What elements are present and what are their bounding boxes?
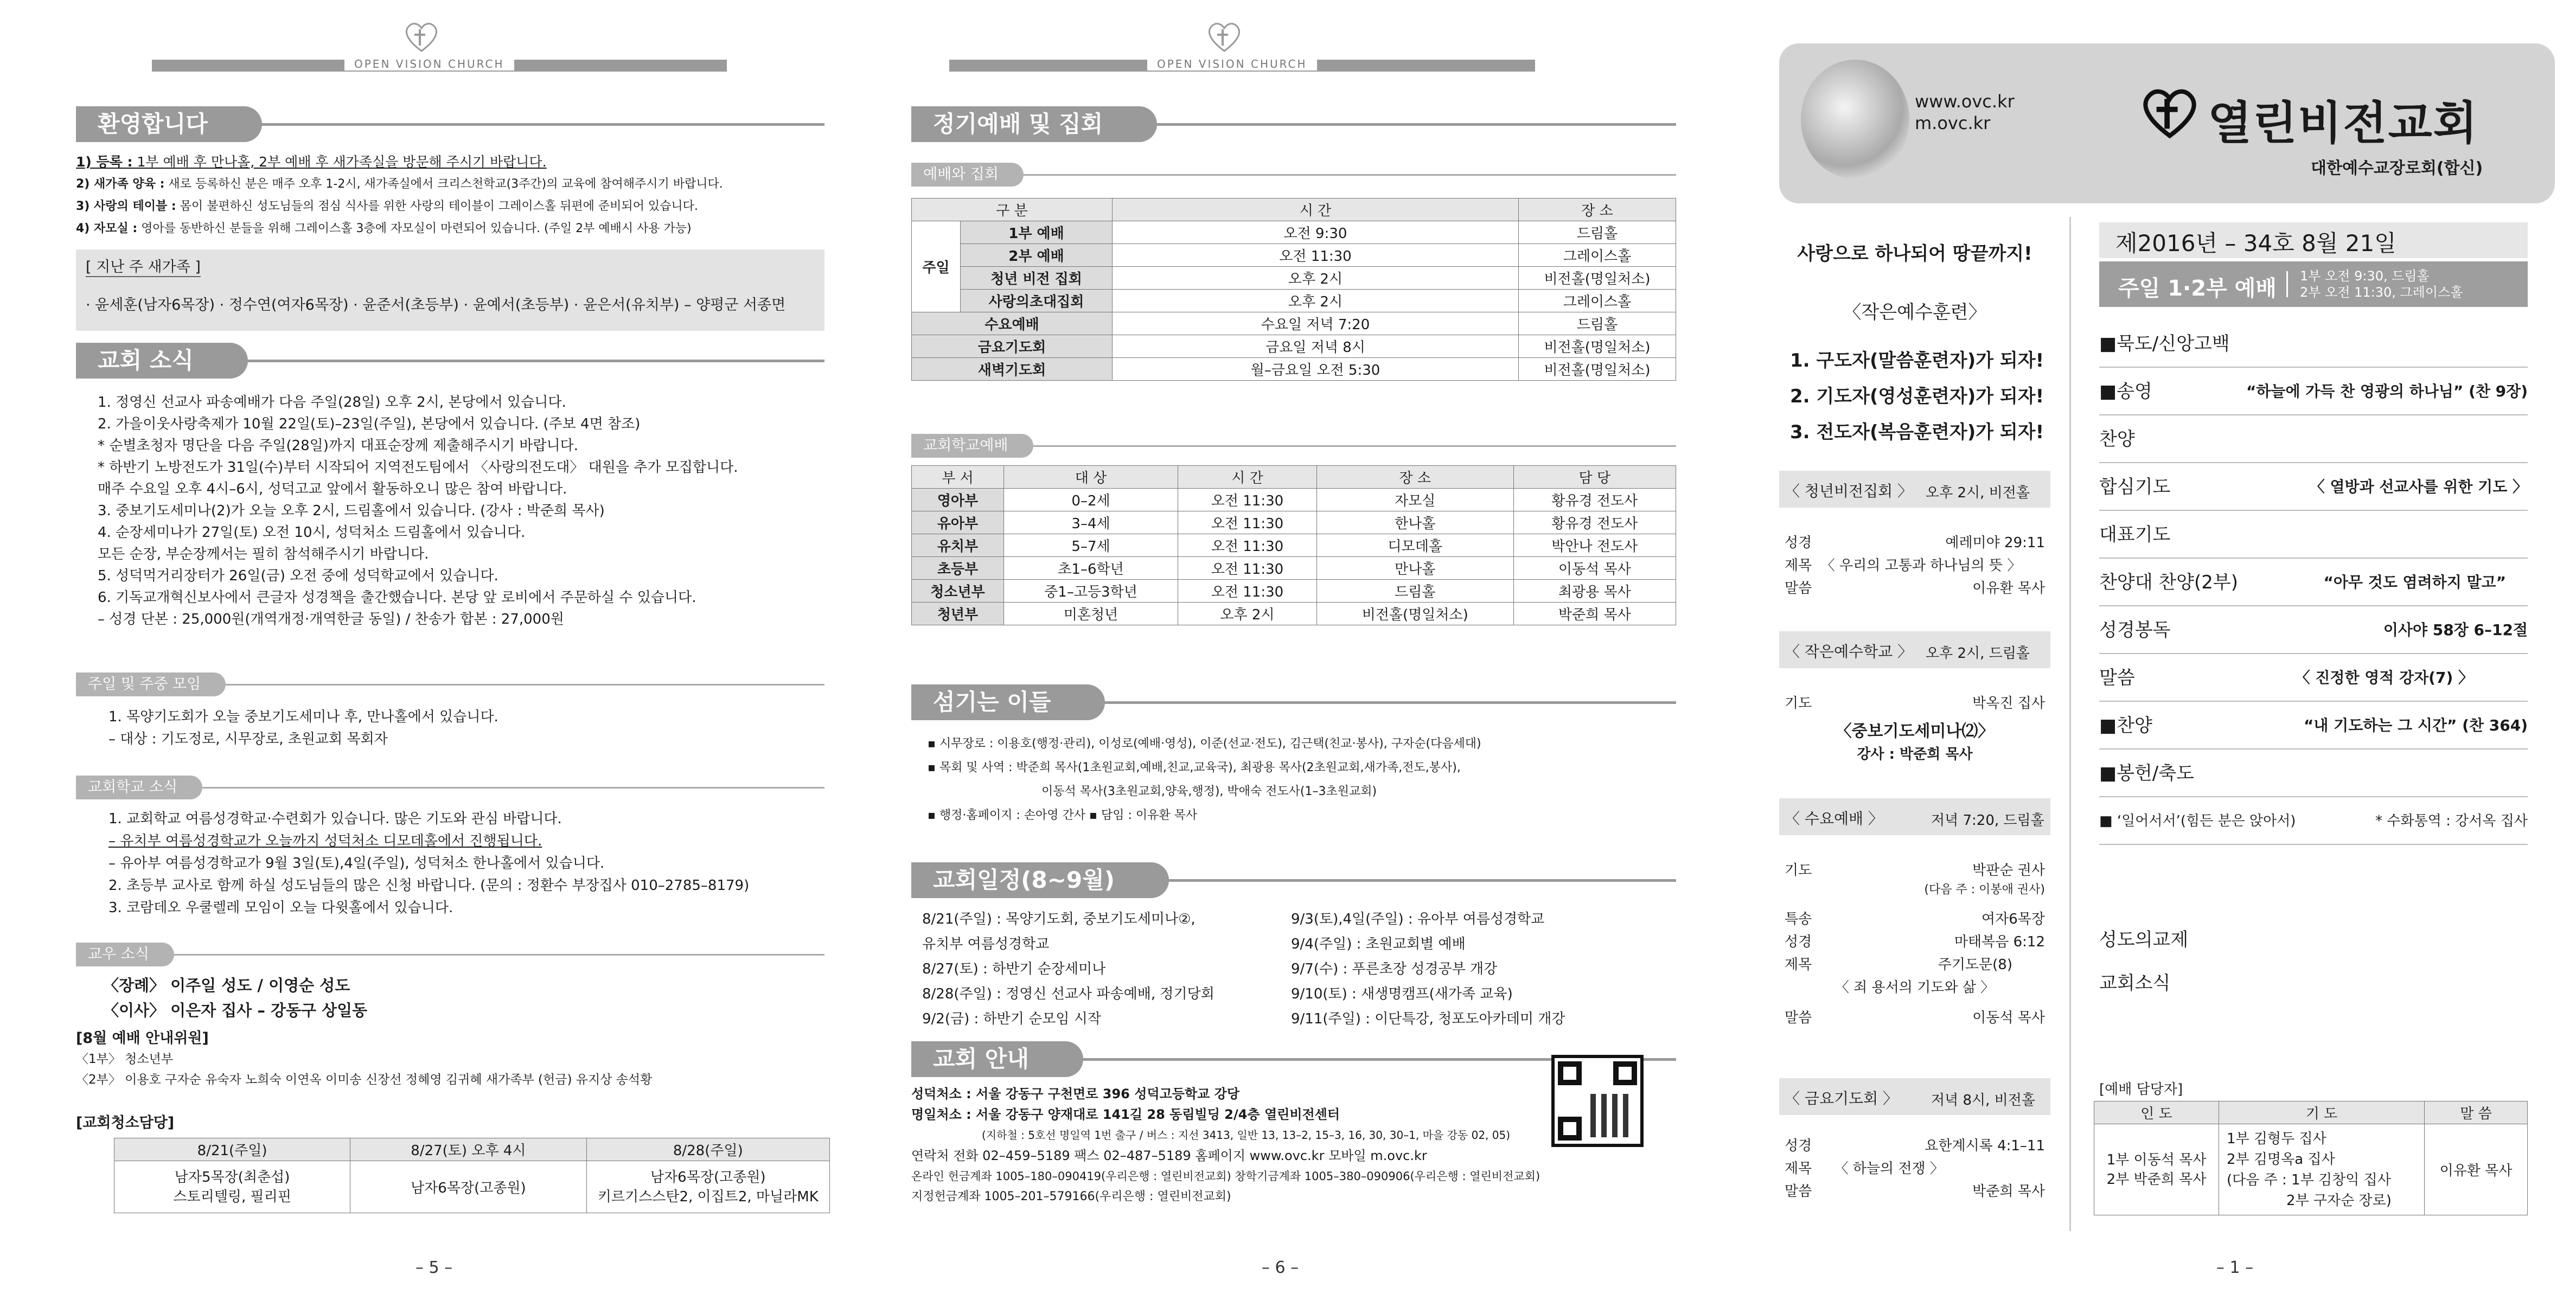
section-title: 교회 소식: [76, 343, 248, 379]
globe-icon: [1801, 60, 1909, 179]
school-line: 1. 교회학교 여름성경학교·수련회가 있습니다. 많은 기도와 관심 바랍니다.: [108, 811, 562, 827]
service-divider: [2286, 271, 2288, 297]
school-table: 부 서 대 상 시 간 장 소 담 당 영아부 0–2세 오전 11:30 자모실 황유경 전도사 유아부 3–4세 오전 11:30 한나홀 황유경 전도사 유치부 5–7세 오전 11:30 디모데홀 박안나 전도사 초등부 초1–6학년 오전 11:30 만나홀 이동석 목사 청소년부 중1–고등3학년 오전 11:30 드림홀 최광용 목사 청년부 미혼청년 오후 2시 비전홀(명일처소) 박준희 목사: [911, 465, 1676, 625]
section-title: 섬기는 이들: [911, 684, 1105, 720]
duty-header: 인 도: [2094, 1101, 2219, 1124]
servers-line: ▪ 목회 및 사역 : 박준희 목사(1초원교회,예배,친교,교육국), 최광용 목사(2초원교회,새가족,전도,봉사),: [928, 761, 1461, 774]
news-line: – 성경 단본 : 25,000원(개역개정·개역한글 동일) / 찬송가 합본 : 27,000원: [98, 611, 564, 627]
item-head: 4) 자모실 :: [76, 222, 138, 235]
schedule-right: [1291, 907, 1660, 1032]
subsection-title: 예배와 집회: [911, 163, 1024, 187]
worship-time: 수요일 저녁 7:20: [1113, 312, 1519, 335]
news-section: [76, 343, 824, 379]
info-line: 연락처 전화 02–459–5189 팩스 02–487–5189 홈페이지 www.ovc.kr 모바일 m.ovc.kr: [911, 1148, 1427, 1163]
item-text: 새로 등록하신 분은 매주 오후 1-2시, 새가족실에서 크리스천학교(3주간)의 교육에 참여해주시기 바랍니다.: [164, 177, 723, 191]
church-logo-icon: [1204, 18, 1244, 53]
page-number: – 1 –: [2216, 1258, 2254, 1277]
subsection-title: 교회학교 소식: [76, 776, 202, 799]
worship-time: 오전 11:30: [1113, 244, 1519, 267]
school-line: – 유아부 여름성경학교가 9월 3일(토),4일(주일), 성덕처소 한나홀에서 있습니다.: [108, 855, 605, 872]
church-name: 열린비전교회: [2208, 97, 2478, 150]
news-line: 5. 성덕먹거리장터가 26일(금) 오전 중에 성덕학교에서 있습니다.: [98, 568, 498, 584]
worship-place: 비전홀(명일처소): [1519, 335, 1676, 358]
schedule-section: [911, 862, 1676, 898]
news-line: 2. 가을이웃사랑축제가 10월 22일(토)–23일(주일), 본당에서 있습니다. (주보 4면 참조): [98, 416, 641, 432]
schedule-item: 8/28(주일) : 정영신 선교사 파송예배, 정기당회: [922, 986, 1215, 1002]
worship-place: 비전홀(명일처소): [1519, 358, 1676, 381]
school-news-section: [76, 776, 824, 799]
cleaning-cell: 남자6목장(고종원): [350, 1161, 586, 1213]
wed-head: 〈 수요예배 〉: [1785, 810, 1883, 828]
schedule-item: 9/10(토) : 새생명캠프(새가족 교육): [1291, 986, 1513, 1002]
school-line: 3. 코람데오 우쿨렐레 모임이 오늘 다윗홀에서 있습니다.: [108, 900, 453, 916]
member-news-section: [76, 943, 824, 966]
news-line: 4. 순장세미나가 27일(토) 오전 10시, 성덕처소 드림홀에서 있습니다.: [98, 524, 526, 541]
worship-header: 장 소: [1519, 198, 1676, 221]
training-item: 1. 구도자(말씀훈련자)가 되자!: [1790, 350, 2044, 371]
duty-word: 이유환 목사: [2425, 1124, 2528, 1215]
schedule-item: 9/11(주일) : 이단특강, 청포도아카데미 개강: [1291, 1011, 1565, 1027]
prayer-line: – 대상 : 기도정로, 시무장로, 초원교회 목회자: [108, 731, 388, 747]
qr-code: [1551, 1055, 1644, 1147]
cleaning-cell: 남자6목장(고종원) 키르기스스탄2, 이집트2, 마닐라MK: [586, 1161, 829, 1213]
member-line: 〈장례〉 이주일 성도 / 이영순 성도: [103, 976, 350, 995]
issue-number: 제2016년 – 34호 8월 21일: [2115, 230, 2396, 257]
wed-details: 기도 박판순 권사 (다음 주 : 이봉애 권사) 특송 여자6목장 성경 마태복음 6:12 제목 주기도문(8) 〈 죄 용서의 기도와 삶 〉 말씀 이동석 목사: [1785, 862, 2045, 1026]
training-list: [1790, 343, 2044, 450]
news-line: 매주 수요일 오후 4시–6시, 성덕고교 앞에서 활동하오니 많은 참여 바랍니다.: [98, 481, 567, 497]
servers-line: ▪ 행정·홈페이지 : 손아영 간사 ▪ 담임 : 이유환 목사: [928, 809, 1198, 822]
order-row: ■찬양 “내 기도하는 그 시간” (찬 364): [2099, 702, 2528, 750]
school-line: – 유치부 여름성경학교가 오늘까지 성덕처소 디모데홀에서 진행됩니다.: [108, 833, 542, 849]
section-title: 교회일정(8~9월): [911, 862, 1169, 898]
order-row: 대표기도: [2099, 511, 2528, 559]
school-header: 장 소: [1316, 466, 1513, 489]
schedule-item: 9/2(금) : 하반기 순모임 시작: [922, 1011, 1101, 1027]
order-fellowship: 성도의교제: [2099, 929, 2189, 951]
service-times: 1부 오전 9:30, 드림홀 2부 오전 11:30, 그레이스홀: [2300, 268, 2463, 300]
page-5: [0, 0, 879, 1294]
duty-title: [예배 담당자]: [2099, 1081, 2183, 1098]
denomination: 대한예수교장로회(합신): [2311, 159, 2483, 178]
duty-header: 말 씀: [2425, 1101, 2528, 1124]
info-line: (지하철 : 5호선 명일역 1번 출구 / 버스 : 지선 3413, 일반 13, 13–2, 15–3, 16, 30, 30–1, 마을 강동 02, 05): [982, 1129, 1511, 1142]
motto: 사랑으로 하나되어 땅끝까지!: [1797, 243, 2032, 265]
worship-place: 드림홀: [1519, 312, 1676, 335]
training-title: 〈작은예수훈련〉: [1843, 302, 1987, 323]
schedule-item: 유치부 여름성경학교: [922, 936, 1050, 952]
prayer-section: [76, 672, 824, 696]
website-url: www.ovc.kr: [1915, 91, 2015, 112]
member-line: 〈이사〉 이은자 집사 – 강동구 상일동: [103, 1001, 368, 1020]
servers-line: 이동석 목사(3초원교회,양육,행정), 박애숙 전도사(1–3초원교회): [1041, 785, 1377, 798]
training-item: 3. 전도자(복음훈련자)가 되자!: [1790, 421, 2044, 443]
church-logo-icon: [2137, 81, 2202, 141]
order-row: 합심기도 〈 열방과 선교사를 위한 기도 〉: [2099, 463, 2528, 511]
guides-line: 〈1부〉 청소년부: [76, 1052, 174, 1066]
worship-time: 오후 2시: [1113, 267, 1519, 290]
cleaning-cell: 남자5목장(최춘섭) 스토리텔링, 필리핀: [114, 1161, 350, 1213]
little-head: 〈 작은예수학교 〉: [1785, 643, 1913, 661]
item-text: 1부 예배 후 만나홀, 2부 예배 후 새가족실을 방문해 주시기 바랍니다.: [132, 154, 547, 170]
welcome-list: [76, 151, 824, 240]
info-line: 지정헌금계좌 1005–201–579166(우리은행 : 열린비전교회): [911, 1190, 1231, 1203]
worship-name: 1부 예배: [961, 221, 1113, 244]
church-en-label: OPEN VISION CHURCH: [1147, 57, 1317, 71]
youth-details: 성경 예레미야 29:11 제목 〈 우리의 고통과 하나님의 뜻 〉 말씀 이유환 목사: [1785, 535, 2045, 597]
guides-title: [8월 예배 안내위원]: [76, 1030, 209, 1047]
cleaning-table: [114, 1138, 830, 1213]
worship-time: 오전 9:30: [1113, 221, 1519, 244]
subsection-title: 주일 및 주중 모임: [76, 672, 226, 696]
item-head: 3) 사랑의 테이블 :: [76, 200, 176, 213]
worship-time: 오후 2시: [1113, 290, 1519, 312]
worship-section: [911, 106, 1676, 142]
news-line: 모든 순장, 부순장께서는 필히 참석해주시기 바랍니다.: [98, 546, 429, 562]
duty-table: [2094, 1101, 2528, 1215]
newcomers-title: [ 지난 주 새가족 ]: [86, 255, 201, 277]
schedule-item: 9/4(주일) : 초원교회별 예배: [1291, 936, 1466, 952]
worship-header: 구 분: [912, 198, 1113, 221]
worship-name: 수요예배: [912, 312, 1113, 335]
worship-name: 사랑의초대집회: [961, 290, 1113, 312]
worship-name: 청년 비전 집회: [961, 267, 1113, 290]
fri-time: 저녁 8시, 비전홀: [1931, 1092, 2036, 1109]
order-news: 교회소식: [2099, 972, 2171, 994]
cleaning-header: 8/27(토) 오후 4시: [350, 1138, 586, 1161]
order-row: ■송영 “하늘에 가득 찬 영광의 하나님” (찬 9장): [2099, 368, 2528, 415]
subsection-title: 교회학교예배: [911, 434, 1033, 458]
order-row: ■봉헌/축도: [2099, 750, 2528, 797]
news-line: 3. 중보기도세미나(2)가 오늘 오후 2시, 드림홀에서 있습니다. (강사 : 박준희 목사): [98, 503, 605, 519]
item-text: 몸이 불편하신 성도님들의 점심 식사를 위한 사랑의 테이블이 그레이스홀 뒤편에 준비되어 있습니다.: [176, 200, 698, 213]
prayer-list: [108, 706, 857, 751]
item-head: 1) 등록 :: [76, 154, 133, 170]
school-header: 대 상: [1004, 466, 1178, 489]
schedule-item: 9/3(토),4일(주일) : 유아부 여름성경학교: [1291, 911, 1545, 927]
school-header: 부 서: [912, 466, 1004, 489]
school-header: 시 간: [1178, 466, 1317, 489]
fri-head: 〈 금요기도회 〉: [1785, 1090, 1899, 1107]
section-title: 교회 안내: [911, 1041, 1083, 1077]
info-line: 온라인 헌금계좌 1005–180–090419(우리은행 : 열린비전교회) 창학기금계좌 1005–380–090906(우리은행 : 열린비전교회): [911, 1170, 1541, 1183]
news-line: 1. 정영신 선교사 파송예배가 다음 주일(28일) 오후 2시, 본당에서 있습니다.: [98, 394, 566, 411]
welcome-section: [76, 106, 824, 142]
info-line: 명일처소 : 서울 강동구 양재대로 141길 28 동림빌딩 2/4층 열린비전센터: [911, 1107, 1340, 1122]
prayer-line: 1. 목양기도회가 오늘 중보기도세미나 후, 만나홀에서 있습니다.: [108, 709, 498, 725]
servers-section: [911, 684, 1676, 720]
worship-place: 드림홀: [1519, 221, 1676, 244]
duty-header: 기 도: [2219, 1101, 2425, 1124]
section-title: 정기예배 및 집회: [911, 106, 1157, 142]
worship-place: 그레이스홀: [1519, 290, 1676, 312]
schedule-item: 8/27(토) : 하반기 순장세미나: [922, 961, 1106, 977]
worship-name: 새벽기도회: [912, 358, 1113, 381]
school-worship-sub: [911, 434, 1676, 458]
cleaning-header: 8/21(주일): [114, 1138, 350, 1161]
schedule-left: [922, 907, 1291, 1032]
mobile-url: m.ovc.kr: [1915, 113, 1991, 133]
worship-table: [911, 198, 1676, 381]
worship-sub: [911, 163, 1676, 187]
guides-line: 〈2부〉 이용호 구자순 유숙자 노희숙 이연옥 이미송 신장선 정혜영 김귀혜 새가족부 (헌금) 유지상 송석황: [76, 1073, 653, 1087]
schedule-item: 9/7(수) : 푸른초장 성경공부 개강: [1291, 961, 1498, 977]
news-list: [98, 392, 846, 630]
school-header: 담 당: [1513, 466, 1676, 489]
church-en-label: OPEN VISION CHURCH: [344, 57, 514, 71]
youth-head: 〈 청년비전집회 〉: [1785, 482, 1913, 500]
guides-block: [76, 1028, 824, 1090]
newcomers-list: · 윤세훈(남자6목장) · 정수연(여자6목장) · 윤준서(초등부) · 윤예서(초등부) · 윤은서(유치부) – 양평군 서종면: [86, 297, 786, 313]
item-text: 영아를 동반하신 분들을 위해 그레이스홀 3층에 자모실이 마련되어 있습니다. (주일 2부 예배시 사용 가능): [137, 222, 692, 235]
worship-name: 2부 예배: [961, 244, 1113, 267]
page-number: – 5 –: [415, 1258, 453, 1277]
page-number: – 6 –: [1261, 1258, 1299, 1277]
subsection-title: 교우 소식: [76, 943, 174, 966]
worship-header: 시 간: [1113, 198, 1519, 221]
news-line: * 하반기 노방전도가 31일(수)부터 시작되어 지역전도팀에서 〈사랑의전도대〉 대원을 추가 모집합니다.: [98, 459, 738, 476]
servers-line: ▪ 시무장로 : 이용호(행정·관리), 이성로(예배·영성), 이준(선교·전도), 김근택(친교·봉사), 구자순(다음세대): [928, 737, 1481, 751]
worship-time: 월–금요일 오전 5:30: [1113, 358, 1519, 381]
school-news-list: [108, 808, 857, 919]
info-line: 성덕처소 : 서울 강동구 구천면로 396 성덕고등학교 강당: [911, 1086, 1240, 1101]
order-row: ■ ‘일어서서’(힘든 분은 앉아서) * 수화통역 : 강서옥 집사: [2099, 797, 2528, 845]
worship-sunday-cell: 주일: [912, 221, 961, 312]
news-line: * 순별초청자 명단을 다음 주일(28일)까지 대표순장께 제출해주시기 바랍니다.: [98, 438, 578, 454]
youth-time: 오후 2시, 비전홀: [1926, 485, 2030, 501]
schedule-item: 8/21(주일) : 목양기도회, 중보기도세미나②,: [922, 911, 1196, 927]
fri-details: 성경 요한계시록 4:1–11 제목 〈 하늘의 전쟁 〉 말씀 박준희 목사: [1785, 1138, 2045, 1200]
worship-place: 비전홀(명일처소): [1519, 267, 1676, 290]
little-details: 기도 박옥진 집사 〈중보기도세미나⑵〉 강사 : 박준희 목사: [1785, 695, 2045, 763]
training-item: 2. 기도자(영성훈련자)가 되자!: [1790, 386, 2044, 407]
cleaning-header: 8/28(주일): [586, 1138, 829, 1161]
service-title: 주일 1·2부 예배: [2118, 276, 2277, 301]
member-news-list: [103, 973, 852, 1023]
order-row: 성경봉독 이사야 58장 6–12절: [2099, 606, 2528, 654]
little-time: 오후 2시, 드림홀: [1926, 645, 2030, 662]
order-row: 찬양대 찬양(2부) “아무 것도 염려하지 말고”: [2099, 559, 2528, 606]
school-line: 2. 초등부 교사로 함께 하실 성도님들의 많은 신청 바랍니다. (문의 : 정환수 부장집사 010–2785–8179): [108, 877, 750, 894]
worship-name: 금요기도회: [912, 335, 1113, 358]
church-logo-icon: [401, 18, 442, 53]
servers-list: [928, 732, 1676, 828]
duty-lead: 1부 이동석 목사 2부 박준희 목사: [2094, 1124, 2219, 1215]
news-line: 6. 기독교개혁신보사에서 큰글자 성경책을 출간했습니다. 본당 앞 로비에서 주문하실 수 있습니다.: [98, 590, 696, 606]
order-row: ■묵도/신앙고백: [2099, 320, 2528, 368]
newcomers-box: [76, 249, 824, 331]
worship-place: 그레이스홀: [1519, 244, 1676, 267]
wed-time: 저녁 7:20, 드림홀: [1931, 812, 2044, 829]
order-row: 말씀 〈 진정한 영적 강자(7) 〉: [2099, 654, 2528, 702]
item-head: 2) 새가족 양육 :: [76, 177, 165, 191]
info-list: [911, 1084, 1660, 1207]
order-row: 찬양: [2099, 415, 2528, 463]
page-6: [879, 0, 1757, 1294]
cleaning-title: [교회청소담당]: [76, 1114, 175, 1131]
worship-time: 금요일 저녁 8시: [1113, 335, 1519, 358]
duty-pray: 1부 김형두 집사 2부 김명옥a 집사 (다음 주 : 1부 김창익 집사 2부 구자순 장로): [2219, 1124, 2425, 1215]
column-divider: [2069, 217, 2071, 1231]
section-title: 환영합니다: [76, 106, 262, 142]
